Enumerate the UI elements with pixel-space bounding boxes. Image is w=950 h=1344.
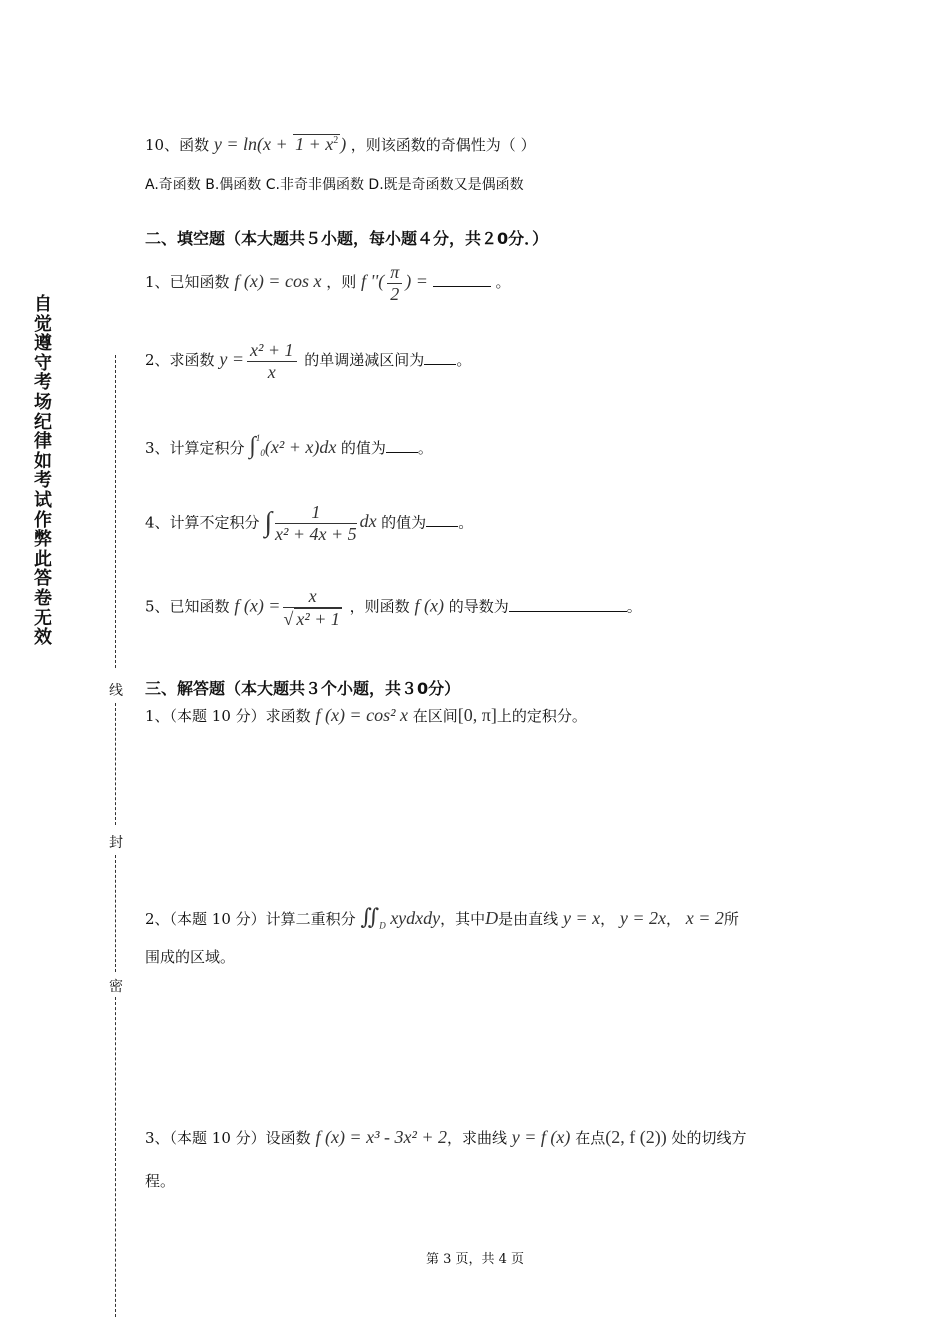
seal-char-seal: 封 [108,832,124,852]
answer-blank[interactable] [424,364,456,365]
q2-fraction: $\frac{\text{x² + 1}}{x}$ [247,340,297,382]
binding-dashed-line [115,355,116,668]
seal-char-line: 线 [108,680,124,700]
solve-question-3-line-2: 程。 [145,1172,176,1190]
pi-over-2-fraction: $\frac{\pi}{2}$ [387,262,402,304]
indefinite-integral: ∫ $\frac{1}{\text{x² + 4x + 5}}$ dx [264,502,377,544]
fill-question-5: 5、已知函数 f (x) = $\frac{x}{\text{√ x² + 1}}$ ，则函数 f (x) 的导数为 。 [145,586,642,629]
section-2-heading: 二、填空题（本大题共５小题，每小题４分，共２0分．） [145,229,549,248]
question-10: 10、函数 $y = \ln(x + 1 + x^2$ ) ，则该函数的奇偶性为（ ） [145,134,536,154]
exam-discipline-notice: 自觉遵守考场纪律如考试作弊此答卷无效 [34,294,52,649]
section-3-heading: 三、解答题（本大题共３个小题，共３0分） [145,679,461,698]
q10-formula: $y = \ln(x + 1 + x^2$ ) [213,134,347,154]
solve-question-2: 2、（本题 10 分）计算二重积分 $∬_D$ xydxdy，其中D是由直线 y = x， y = 2x， x = 2所 [145,904,739,931]
page-footer: 第 3 页，共 4 页 [425,1252,525,1267]
answer-blank[interactable] [386,452,418,453]
fill-question-1: 1、已知函数 f (x) = cos x ，则 f ''( $\frac{\pi}{2}$ ) = 。 [145,262,511,304]
q5-fraction: $\frac{x}{\text{√ x² + 1}}$ [283,586,340,629]
solve-question-2-line-2: 围成的区域。 [145,948,236,966]
fill-question-2: 2、求函数 y = $\frac{\text{x² + 1}}{x}$ 的单调递减区间为 。 [145,340,472,382]
binding-dashed-line [115,703,116,825]
binding-dashed-line [115,997,116,1317]
question-10-options: A.奇函数 B.偶函数 C.非奇非偶函数 D.既是奇函数又是偶函数 [145,177,524,193]
sqrt-expression: $1 + x^2$ [295,134,339,154]
answer-blank[interactable] [426,526,458,527]
binding-dashed-line [115,855,116,972]
answer-blank[interactable] [509,611,627,612]
solve-question-1: 1、（本题 10 分）求函数 f (x) = cos² x 在区间[0, π]上的定积分。 [145,705,587,725]
definite-integral: ∫$^1$0(x² + x)dx [249,433,337,459]
fill-question-3: 3、计算定积分 ∫$^1$0(x² + x)dx 的值为 。 [145,433,433,459]
double-integral: $∬_D$ xydxdy [360,904,441,931]
answer-blank[interactable] [433,286,491,287]
fill-question-4: 4、计算不定积分 ∫ $\frac{1}{\text{x² + 4x + 5}}$ dx 的值为 。 [145,502,474,544]
seal-char-secret: 密 [108,976,124,996]
solve-question-3: 3、（本题 10 分）设函数 f (x) = x³ - 3x² + 2，求曲线 y = f (x) 在点(2, f (2)) 处的切线方 [145,1127,747,1147]
